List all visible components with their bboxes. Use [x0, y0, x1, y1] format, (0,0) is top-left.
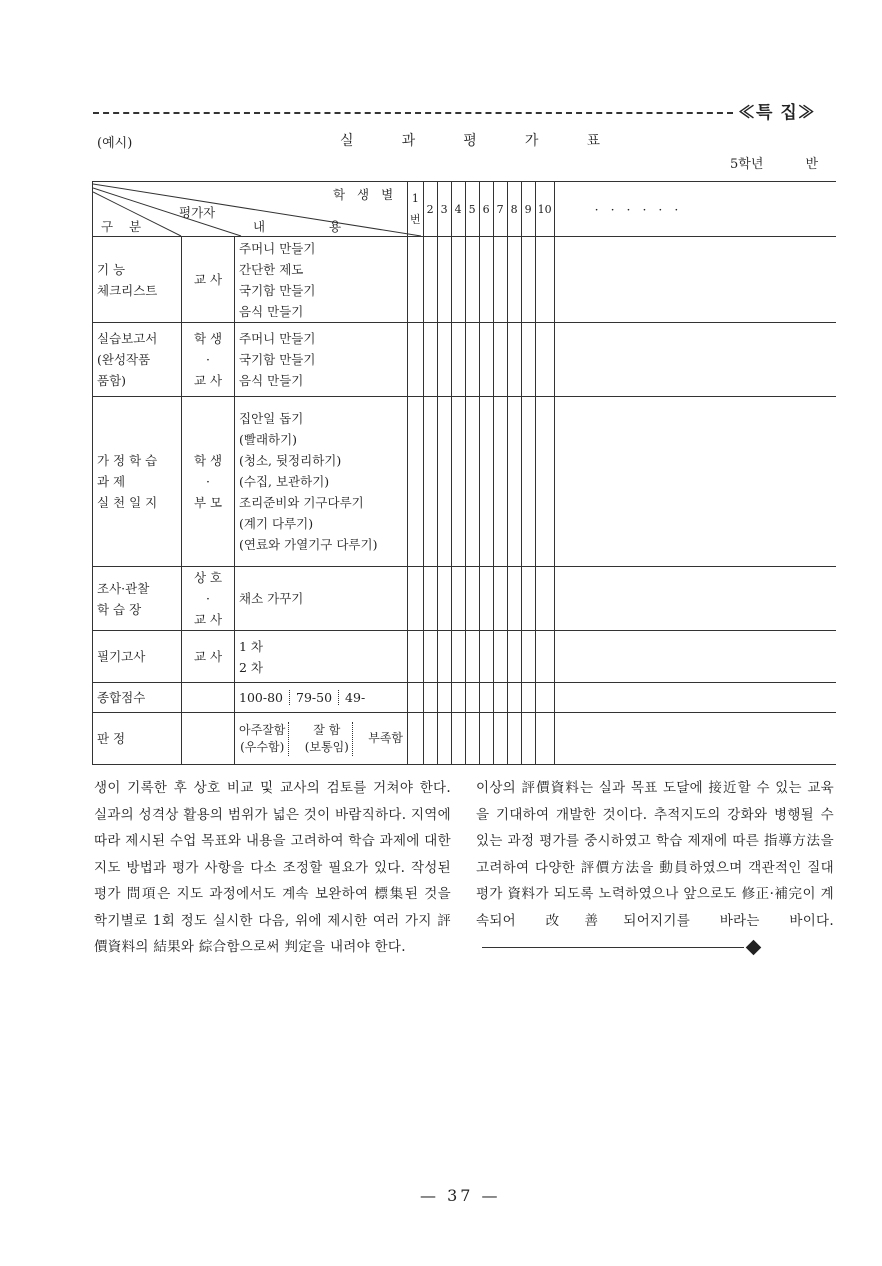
category-cell: [93, 631, 182, 683]
blank-cell: [554, 631, 836, 683]
score-cell: [465, 683, 479, 713]
content-label: 내 용: [253, 219, 372, 234]
score-cell: [479, 631, 493, 683]
score-cell: [408, 683, 424, 713]
title-char: 표: [586, 133, 600, 149]
score-cell: [408, 713, 424, 765]
title-char: 평: [463, 133, 477, 149]
score-cell: [493, 631, 507, 683]
score-cell: [451, 567, 465, 631]
score-cell: [479, 323, 493, 397]
cell-line: 주머니 만들기: [239, 240, 316, 256]
cell-line: 실습보고서: [97, 331, 158, 346]
evaluation-table: [92, 181, 836, 765]
score-cell: [408, 237, 424, 323]
category-label: 구 분: [101, 219, 148, 234]
cell-line: 실 천 일 지: [97, 495, 158, 510]
category-cell: [93, 567, 182, 631]
body-text-right-content: 이상의 評價資料는 실과 목표 도달에 接近할 수 있는 교육을 기대하여 개발한 것이다. 추적지도의 강화와 병행될 수 있는 과정 평가를 중시하였고 학습 제재에 따른 指導方法을 고려하여 다양한 評價方法을 動員하였으며 객관적인 질대 평가 資料가 되도록 노력하였으나 앞으로도 修正·補完이 계속되어 改善되어지기를 바라는 바이다.: [476, 780, 834, 929]
evaluator-cell: [182, 631, 235, 683]
score-cell: [535, 713, 554, 765]
student-col: 7: [493, 182, 507, 237]
content-cell: [235, 323, 408, 397]
score-cell: [423, 713, 437, 765]
score-cell: [451, 631, 465, 683]
cell-line: 부 모: [193, 495, 223, 510]
level-label: 아주잘함: [239, 722, 286, 737]
score-range-cell: [235, 683, 408, 713]
score-cell: [521, 237, 535, 323]
blank-cell: [554, 237, 836, 323]
student-col: 2: [423, 182, 437, 237]
end-diamond-icon: [746, 940, 762, 956]
score-cell: [423, 237, 437, 323]
score-cell: [451, 397, 465, 567]
table-header-row: [93, 182, 837, 237]
student-col: 8: [507, 182, 521, 237]
score-cell: [507, 631, 521, 683]
score-cell: [479, 713, 493, 765]
evaluator-label: 평가자: [179, 205, 216, 220]
score-cell: [451, 323, 465, 397]
judgement-level: [239, 722, 289, 756]
student-col: 10: [535, 182, 554, 237]
blank-cell: [554, 713, 836, 765]
score-cell: [423, 567, 437, 631]
student-col: 3: [437, 182, 451, 237]
cell-line: 가 정 학 습: [97, 453, 158, 468]
table-row: [93, 683, 837, 713]
score-cell: [521, 323, 535, 397]
score-cell: [423, 323, 437, 397]
score-cell: [535, 237, 554, 323]
cell-line: 교 사: [193, 612, 223, 627]
score-cell: [507, 323, 521, 397]
category-cell: 종합점수: [93, 683, 182, 713]
cell-line: 학 생: [193, 331, 223, 346]
table-title: [340, 130, 600, 150]
level-note: (우수함): [240, 739, 285, 754]
cell-line: 품함): [97, 373, 127, 388]
content-cell: [235, 631, 408, 683]
score-cell: [507, 397, 521, 567]
blank-cell: [554, 397, 836, 567]
title-char: 실: [340, 133, 354, 149]
score-cell: [521, 683, 535, 713]
example-label: (예시): [97, 136, 133, 151]
cell-line: (연료와 가열기구 다루기): [239, 537, 378, 552]
score-cell: [423, 397, 437, 567]
cell-line: 채소 가꾸기: [239, 591, 304, 606]
cell-line: (완성작품: [97, 352, 151, 367]
blank-cell: [554, 683, 836, 713]
level-label: 잘 함: [313, 722, 341, 737]
cell-line: 간단한 제도: [239, 261, 304, 277]
score-cell: [437, 237, 451, 323]
score-cell: [507, 683, 521, 713]
cell-line: 학 생: [193, 453, 223, 468]
score-range: 79-50: [296, 690, 333, 705]
judgement-level: [368, 730, 403, 747]
score-cell: [465, 567, 479, 631]
score-cell: [465, 713, 479, 765]
score-cell: [535, 683, 554, 713]
cell-line: ·: [206, 352, 210, 367]
score-cell: [451, 713, 465, 765]
cell-line: 국기함 만들기: [239, 282, 316, 298]
cell-line: ·: [206, 591, 210, 606]
evaluator-cell: [182, 683, 235, 713]
student-col: 5: [465, 182, 479, 237]
page-number: — 37 —: [420, 1186, 501, 1205]
content-cell: [235, 237, 408, 323]
student-col: 6: [479, 182, 493, 237]
score-cell: [521, 631, 535, 683]
cell-line: 조리준비와 기구다루기: [239, 495, 364, 510]
title-char: 과: [401, 133, 416, 149]
cell-line: (수집, 보관하기): [239, 474, 330, 489]
evaluator-cell: [182, 323, 235, 397]
score-cell: [479, 567, 493, 631]
score-cell: [437, 323, 451, 397]
cell-line: 음식 만들기: [239, 303, 304, 319]
level-note: (보통임): [304, 739, 349, 754]
cell-line: 필기고사: [97, 649, 146, 664]
score-cell: [535, 631, 554, 683]
cell-line: 국기함 만들기: [239, 352, 316, 367]
score-cell: [437, 713, 451, 765]
cell-line: 음식 만들기: [239, 373, 304, 388]
score-cell: [408, 323, 424, 397]
judgement-level: [305, 722, 353, 756]
student-col: 4: [451, 182, 465, 237]
category-cell: [93, 323, 182, 397]
score-cell: [535, 323, 554, 397]
level-label: 부족함: [368, 731, 403, 745]
student-unit: 번: [410, 213, 421, 226]
score-cell: [521, 397, 535, 567]
score-cell: [451, 237, 465, 323]
score-cell: [507, 713, 521, 765]
score-cell: [493, 323, 507, 397]
diagonal-header-cell: [93, 182, 408, 237]
score-range: 100-80: [239, 690, 283, 705]
cell-line: 교 사: [193, 272, 223, 287]
score-cell: [437, 631, 451, 683]
end-rule: [482, 947, 744, 948]
score-cell: [535, 397, 554, 567]
score-cell: [423, 683, 437, 713]
cell-line: 교 사: [193, 373, 223, 388]
score-cell: [465, 631, 479, 683]
cell-line: (청소, 뒷정리하기): [239, 453, 342, 468]
cell-line: (계기 다루기): [239, 516, 314, 531]
cell-line: ·: [206, 474, 210, 489]
score-cell: [408, 567, 424, 631]
cell-line: 과 제: [97, 474, 126, 489]
cell-line: 교 사: [193, 649, 223, 664]
score-cell: [408, 631, 424, 683]
continuation-dots: · · · · · ·: [554, 182, 836, 237]
evaluator-cell: [182, 567, 235, 631]
header-rule: [93, 112, 733, 114]
student-number: 1: [411, 192, 419, 205]
table-row: [93, 323, 837, 397]
cell-line: 집안일 돕기: [239, 411, 304, 426]
content-cell: [235, 567, 408, 631]
table-row: [93, 397, 837, 567]
score-range: 49-: [345, 690, 366, 705]
evaluator-cell: [182, 237, 235, 323]
score-cell: [465, 323, 479, 397]
evaluator-cell: [182, 397, 235, 567]
cell-line: 상 호: [193, 570, 223, 585]
table-row: [93, 713, 837, 765]
cell-line: 기 능: [97, 261, 126, 277]
grade-class-label: [730, 153, 818, 172]
table-row: [93, 631, 837, 683]
class-label: 반: [805, 157, 819, 172]
judgement-cell: [235, 713, 408, 765]
title-char: 가: [524, 133, 539, 149]
cell-line: 1 차: [239, 638, 264, 654]
score-cell: [479, 397, 493, 567]
score-cell: [408, 397, 424, 567]
score-cell: [521, 567, 535, 631]
score-cell: [437, 397, 451, 567]
score-cell: [507, 567, 521, 631]
blank-cell: [554, 323, 836, 397]
cell-line: 조사·관찰: [97, 580, 150, 596]
student-col: 9: [521, 182, 535, 237]
score-cell: [493, 567, 507, 631]
students-label: 학 생 별: [333, 187, 398, 202]
score-cell: [493, 237, 507, 323]
category-cell: 판 정: [93, 713, 182, 765]
score-cell: [437, 683, 451, 713]
body-text-left: 생이 기록한 후 상호 비교 및 교사의 검토를 거쳐야 한다. 실과의 성격상 활용의 범위가 넓은 것이 바람직하다. 지역에 따라 제시된 수업 목표와 내용을 고려하여 학습 과제에 대한 지도 방법과 평가 사항을 다소 조정할 필요가 있다. 작성된 평가 問項은 지도 과정에서도 계속 보완하여 標集된 것을 학기별로 1회 정도 실시한 다음, 위에 제시한 여러 가지 評價資料의 結果와 綜合함으로써 判定을 내려야 한다.: [94, 780, 451, 955]
evaluator-cell: [182, 713, 235, 765]
score-cell: [437, 567, 451, 631]
score-cell: [465, 237, 479, 323]
blank-cell: [554, 567, 836, 631]
score-cell: [493, 683, 507, 713]
score-cell: [493, 397, 507, 567]
cell-line: 체크리스트: [97, 282, 158, 298]
cell-line: (빨래하기): [239, 432, 298, 447]
score-cell: [423, 631, 437, 683]
grade-label: 5학년: [730, 157, 764, 172]
score-cell: [479, 683, 493, 713]
cell-line: 학 습 장: [97, 601, 142, 617]
score-cell: [451, 683, 465, 713]
body-text-right: [476, 775, 834, 961]
table-row: [93, 567, 837, 631]
cell-line: 주머니 만들기: [239, 331, 316, 346]
category-cell: [93, 397, 182, 567]
score-cell: [479, 237, 493, 323]
score-cell: [465, 397, 479, 567]
category-cell: [93, 237, 182, 323]
table-row: [93, 237, 837, 323]
score-cell: [535, 567, 554, 631]
content-cell: [235, 397, 408, 567]
score-cell: [493, 713, 507, 765]
score-cell: [521, 713, 535, 765]
score-cell: [507, 237, 521, 323]
section-title: ≪특 집≫: [738, 103, 816, 123]
cell-line: 2 차: [239, 659, 264, 675]
